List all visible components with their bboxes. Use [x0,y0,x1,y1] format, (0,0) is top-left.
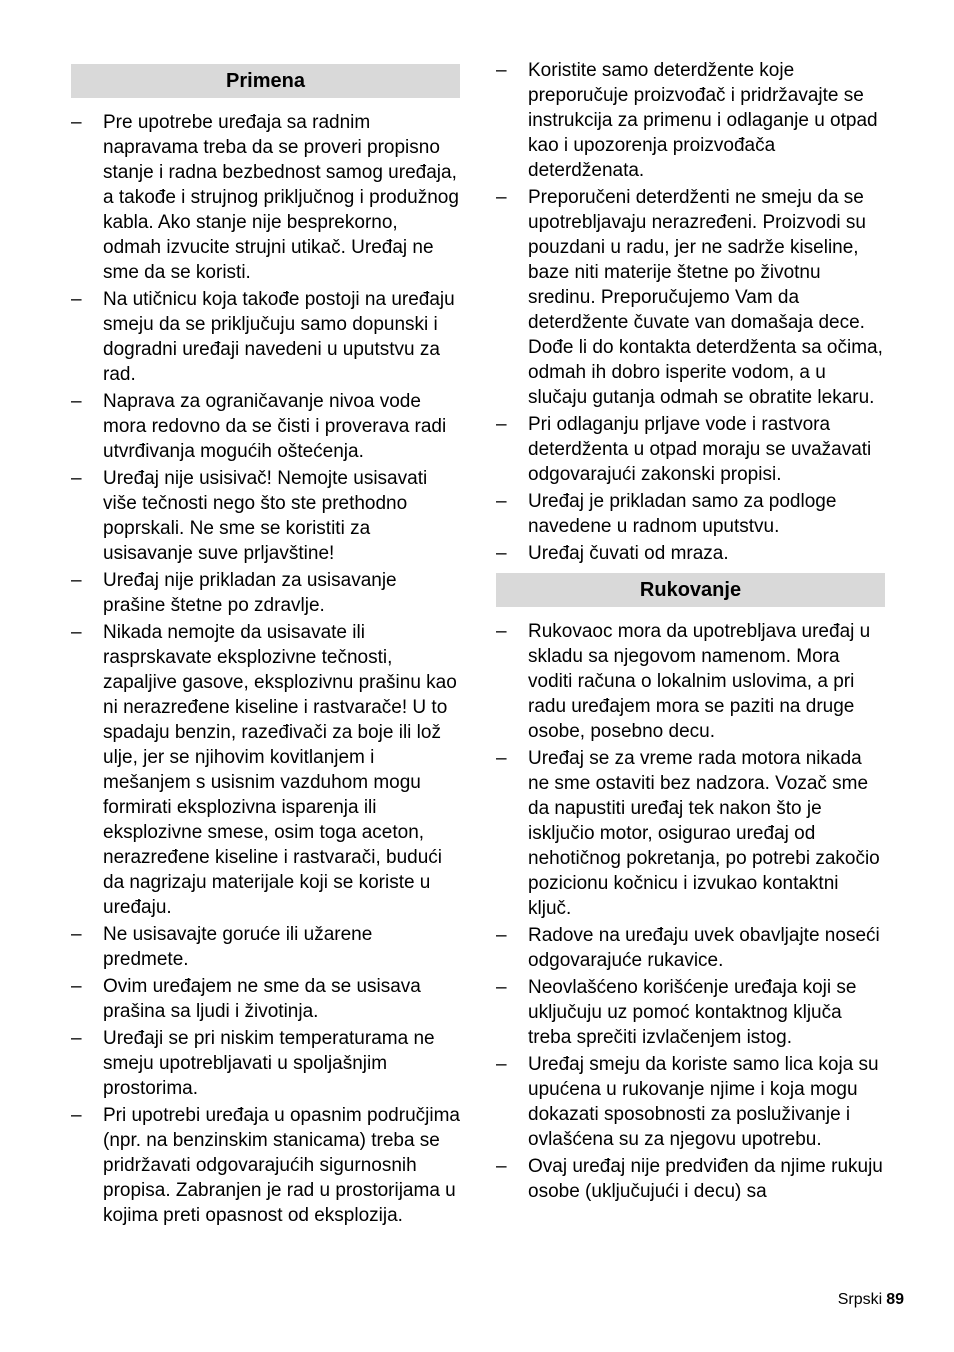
list-item-text: Uređaj čuvati od mraza. [528,543,729,564]
page-number: 89 [886,1291,904,1308]
list-item [71,389,460,464]
bullet-dash: – [496,60,507,81]
list-item-text: Uređaj se za vreme rada motora nikada ne sme ostaviti bez nadzora. Vozač sme da napustiti uređaj tek nakon što je isključio motor, osigurao uređaj od nehotičnog pokretanja, po potrebi zakočio pozicionu kočnicu i izvukao kontaktni ključ. [528,748,880,919]
bullet-dash: – [71,976,82,997]
list-item [71,1026,460,1101]
bullet-dash: – [71,924,82,945]
page-footer [838,1289,904,1311]
bullet-dash: – [496,621,507,642]
bullet-list [71,110,460,1228]
list-item-text: Uređaj nije usisivač! Nemojte usisavati više tečnosti nego što ste prethodno poprskali. Ne sme se koristiti za usisavanje suve prljavštine! [103,468,428,564]
bullet-dash: – [496,491,507,512]
list-item-text: Koristite samo deterdžente koje preporučuje proizvođač i pridržavajte se instrukcija za primenu i odlaganje u otpad kao i upozorenja proizvođača deterdženata. [528,60,878,181]
footer-language: Srpski [837,1291,883,1308]
list-item [71,466,460,566]
list-item [71,974,460,1024]
list-item [496,619,885,744]
list-item-text: Na utičnicu koja takođe postoji na uređaju smeju da se priključuju samo dopunski i dogradni uređaji navedeni u uputstvu za rad. [103,289,455,385]
bullet-dash: – [71,391,82,412]
list-item [496,541,885,566]
left-column [71,58,460,1230]
list-item [496,746,885,921]
list-item-text: Pri odlaganju prljave vode i rastvora deterdženta u otpad moraju se uvažavati odgovarajući zakonski propisi. [528,414,872,485]
list-item [71,1103,460,1228]
list-item-text: Uređaji se pri niskim temperaturama ne smeju upotrebljavati u spoljašnjim prostorima. [103,1028,435,1099]
list-item [71,922,460,972]
list-item [71,110,460,285]
list-item [71,287,460,387]
list-item-text: Preporučeni deterdženti ne smeju da se upotrebljavaju nerazređeni. Proizvodi su pouzdani u radu, jer ne sadrže kiseline, baze niti materije štetne po životnu sredinu. Preporučujemo Vam da deterdžente čuvate van domašaja dece. Dođe li do kontakta deterdženta sa očima, odmah ih dobro isperite vodom, a u slučaju gutanja odmah se obratite lekaru. [528,187,883,408]
bullet-dash: – [71,1105,82,1126]
bullet-list [496,619,885,1204]
bullet-dash: – [496,1054,507,1075]
right-column [496,58,885,1206]
bullet-dash: – [71,1028,82,1049]
list-item [496,412,885,487]
list-item [496,489,885,539]
list-item-text: Rukovaoc mora da upotrebljava uređaj u skladu sa njegovom namenom. Mora voditi računa o lokalnim uslovima, a pri radu uređajem mora se paziti na druge osobe, posebno decu. [528,621,871,742]
bullet-dash: – [496,543,507,564]
list-item [496,975,885,1050]
section-heading-primena: Primena [71,64,460,98]
bullet-dash: – [496,925,507,946]
list-item-text: Ovaj uređaj nije predviđen da njime rukuju osobe (uključujući i decu) sa [528,1156,883,1202]
bullet-dash: – [496,414,507,435]
list-item-text: Ne usisavajte goruće ili užarene predmete. [103,924,373,970]
bullet-dash: – [496,1156,507,1177]
bullet-dash: – [71,570,82,591]
bullet-dash: – [71,622,82,643]
list-item-text: Ovim uređajem ne sme da se usisava prašina sa ljudi i životinja. [103,976,421,1022]
bullet-dash: – [71,289,82,310]
section-heading-rukovanje: Rukovanje [496,573,885,607]
list-item [496,185,885,410]
list-item-text: Neovlašćeno korišćenje uređaja koji se uključuju uz pomoć kontaktnog ključa treba sprečiti izvlačenjem istog. [528,977,857,1048]
bullet-dash: – [496,187,507,208]
list-item-text: Naprava za ograničavanje nivoa vode mora redovno da se čisti i proverava radi utvrđivanja mogućih oštećenja. [103,391,447,462]
list-item [496,1052,885,1152]
list-item-text: Uređaj nije prikladan za usisavanje prašine štetne po zdravlje. [103,570,397,616]
bullet-dash: – [71,468,82,489]
list-item [496,1154,885,1204]
bullet-dash: – [496,748,507,769]
list-item [496,923,885,973]
list-item [71,568,460,618]
bullet-dash: – [496,977,507,998]
bullet-dash: – [71,112,82,133]
list-item-text: Nikada nemojte da usisavate ili rasprskavate eksplozivne tečnosti, zapaljive gasove, eksplozivnu prašinu kao ni nerazređene kiseline i rastvarače! U to spadaju benzin, razeđivači za boje ili lož ulje, jer se njihovim kovitlanjem i mešanjem s usisnim vazduhom mogu formirati eksplozivna isparenja ili eksplozivne smese, osim toga aceton, nerazređene kiseline i rastvarači, budući da nagrizaju materijale koji se koriste u uređaju. [103,622,457,918]
list-item-text: Pri upotrebi uređaja u opasnim područjima (npr. na benzinskim stanicama) treba se pridržavati odgovarajućih sigurnosnih propisa. Zabranjen je rad u prostorijama u kojima preti opasnost od eksplozija. [103,1105,460,1226]
list-item-text: Pre upotrebe uređaja sa radnim napravama treba da se proveri propisno stanje i radna bezbednost samog uređaja, a takođe i strujnog priključnog i produžnog kabla. Ako stanje nije besprekorno, odmah izvucite strujni utikač. Uređaj ne sme da se koristi. [103,112,459,283]
bullet-list [496,58,885,566]
list-item-text: Uređaj je prikladan samo za podloge navedene u radnom uputstvu. [528,491,837,537]
list-item [496,58,885,183]
list-item [71,620,460,920]
list-item-text: Radove na uređaju uvek obavljajte noseći odgovarajuće rukavice. [528,925,880,971]
list-item-text: Uređaj smeju da koriste samo lica koja su upućena u rukovanje njime i koja mogu dokazati sposobnosti za posluživanje i ovlašćena su za njegovu upotrebu. [528,1054,879,1150]
